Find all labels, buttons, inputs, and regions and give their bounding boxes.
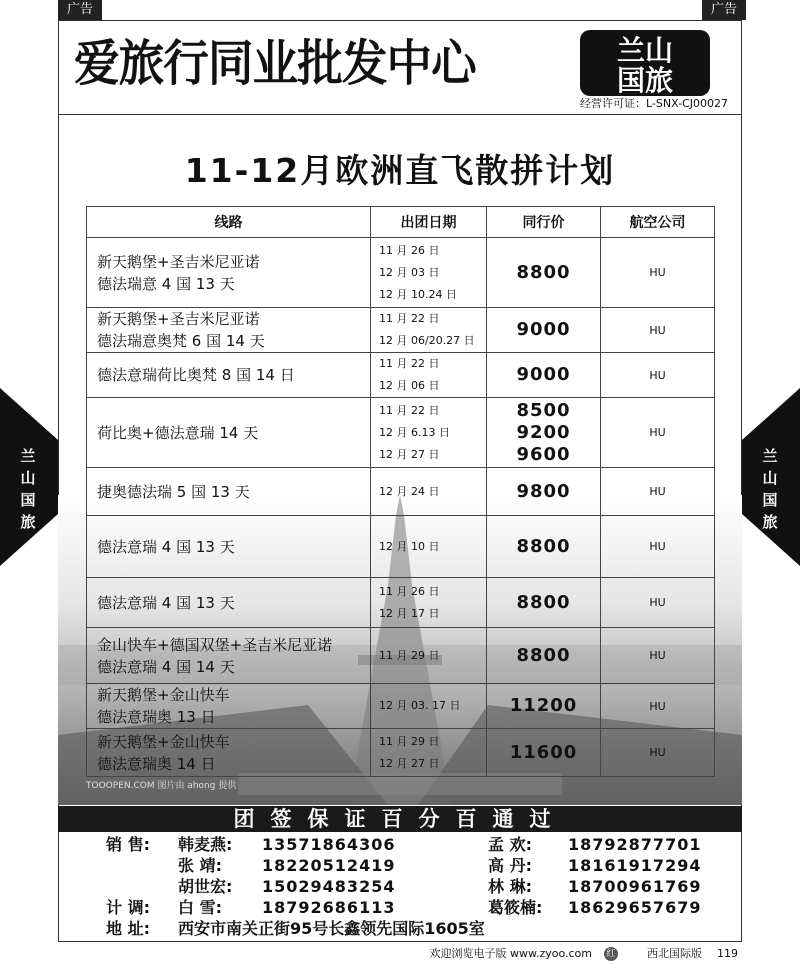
- contact-name: 胡世宏:: [178, 877, 233, 896]
- price-cell-line: 9000: [516, 319, 571, 340]
- table-row: [87, 308, 715, 353]
- route-cell: [87, 628, 371, 684]
- header: [58, 20, 742, 115]
- route-cell: [87, 353, 371, 398]
- contact-phone: 18220512419: [262, 856, 396, 875]
- price-cell-line: 11600: [509, 741, 578, 763]
- route-cell-line: 德法瑞意奥梵 6 国 14 天: [97, 332, 265, 350]
- date-cell-line: 12 月 10.24 日: [379, 287, 457, 301]
- date-cell-line: 11 月 26 日: [379, 243, 440, 257]
- route-cell-line: 新天鹅堡+圣吉米尼亚诺: [97, 252, 260, 271]
- route-cell-line: 新天鹅堡+金山快车: [97, 732, 230, 751]
- route-cell-line: 荷比奥+德法意瑞 14 天: [97, 423, 259, 442]
- price-cell: [487, 516, 601, 578]
- brand-logo: [578, 28, 712, 98]
- date-cell: [371, 578, 487, 628]
- date-cell-line: 11 月 29 日: [379, 734, 440, 748]
- visa-guarantee-banner: 团签保证百分百通过: [58, 806, 742, 832]
- price-cell-line: 9200: [516, 421, 571, 443]
- date-cell-line: 12 月 03 日: [379, 265, 440, 279]
- contact-name: 葛筱楠:: [488, 898, 543, 917]
- price-cell-line: 8800: [516, 535, 571, 557]
- date-cell-line: 12 月 03. 17 日: [379, 699, 461, 712]
- side-text-left: 兰山国旅: [20, 447, 36, 531]
- contacts: [58, 834, 742, 942]
- contact-phone: 13571864306: [262, 835, 396, 854]
- price-cell: [487, 308, 601, 353]
- contact-phone: 18792686113: [262, 898, 396, 917]
- route-cell-line: 德法意瑞 4 国 14 天: [97, 657, 235, 676]
- route-cell: [87, 468, 371, 516]
- date-cell-line: 11 月 26 日: [379, 584, 440, 598]
- date-cell-line: 12 月 27 日: [379, 756, 440, 770]
- route-cell: [87, 684, 371, 729]
- route-cell: [87, 308, 371, 353]
- route-cell: [87, 398, 371, 468]
- header-airline: 航空公司: [601, 207, 715, 238]
- contact-phone: 15029483254: [262, 877, 396, 896]
- date-cell-line: 11 月 22 日: [379, 403, 440, 417]
- price-cell-line: 9800: [516, 480, 571, 502]
- header-date: 出团日期: [371, 207, 487, 238]
- header-price: 同行价: [487, 207, 601, 238]
- airline-cell: HU: [601, 353, 715, 398]
- table-row: [87, 684, 715, 729]
- date-cell: [371, 308, 487, 353]
- price-cell-line: 8800: [516, 644, 571, 666]
- price-cell: [487, 398, 601, 468]
- side-text-right: 兰山国旅: [762, 447, 778, 531]
- route-cell: [87, 238, 371, 308]
- price-cell-line: 8800: [516, 261, 571, 283]
- date-cell-line: 12 月 27 日: [379, 447, 440, 461]
- photo-watermark: TOOOPEN.COM 图片由 ahong 提供: [86, 781, 237, 791]
- airline-cell: HU: [601, 398, 715, 468]
- page-title: 11-12月欧洲直飞散拼计划: [184, 151, 616, 190]
- route-cell-line: 德法意瑞奥 14 日: [97, 754, 216, 773]
- date-cell-line: 12 月 10 日: [379, 539, 440, 553]
- contact-name: 孟 欢:: [488, 835, 532, 854]
- price-cell-line: 9000: [516, 364, 571, 385]
- dispatch-label: 计 调:: [106, 898, 150, 917]
- address-text: 西安市南关正街95号长鑫领先国际1605室: [178, 919, 485, 938]
- route-cell-line: 金山快车+德国双堡+圣吉米尼亚诺: [97, 635, 333, 654]
- price-cell: [487, 628, 601, 684]
- date-cell-line: 12 月 24 日: [379, 484, 440, 498]
- date-cell-line: 12 月 17 日: [379, 606, 440, 620]
- sales-label: 销 售:: [106, 835, 150, 854]
- license-number: 经营许可证：L-SNX-CJ00027: [580, 97, 728, 110]
- brand-title: 爱旅行同业批发中心: [74, 35, 476, 92]
- header-route: 线路: [87, 207, 371, 238]
- contact-name: 韩麦燕:: [178, 835, 233, 854]
- date-cell-line: 11 月 29 日: [379, 648, 440, 662]
- contact-phone: 18161917294: [568, 856, 702, 875]
- airline-cell: HU: [601, 578, 715, 628]
- footer-text: 欢迎浏览电子版 www.zyoo.com: [429, 947, 592, 960]
- table-row: [87, 398, 715, 468]
- route-cell-line: 新天鹅堡+金山快车: [97, 686, 230, 704]
- price-cell: [487, 238, 601, 308]
- price-cell: [487, 353, 601, 398]
- contact-name: 高 丹:: [488, 856, 532, 875]
- route-cell-line: 德法意瑞 4 国 13 天: [97, 593, 235, 612]
- airline-cell: HU: [601, 468, 715, 516]
- contact-name: 林 琳:: [488, 877, 532, 896]
- airline-cell: HU: [601, 628, 715, 684]
- table-row: [87, 578, 715, 628]
- tour-plan-table: [86, 206, 715, 777]
- price-cell: [487, 684, 601, 729]
- price-cell-line: 11200: [509, 695, 578, 716]
- date-cell: [371, 684, 487, 729]
- date-cell-line: 12 月 6.13 日: [379, 425, 450, 439]
- price-cell: [487, 729, 601, 777]
- contact-name: 白 雪:: [178, 898, 222, 917]
- table-header-row: [87, 207, 715, 238]
- footer-badge: 红: [604, 947, 618, 961]
- price-cell: [487, 578, 601, 628]
- table-row: [87, 729, 715, 777]
- table-body: [87, 238, 715, 777]
- date-cell: [371, 238, 487, 308]
- table-row: [87, 628, 715, 684]
- ad-label-left: 广告: [58, 0, 102, 20]
- date-cell-line: 12 月 06/20.27 日: [379, 334, 475, 347]
- logo-bottom-text: 国旅: [616, 64, 674, 97]
- date-cell: [371, 398, 487, 468]
- airline-cell: HU: [601, 729, 715, 777]
- price-cell-line: 9600: [516, 443, 571, 465]
- price-cell: [487, 468, 601, 516]
- footer-edition: 西北国际版: [647, 947, 702, 960]
- table-row: [87, 353, 715, 398]
- date-cell: [371, 628, 487, 684]
- route-cell-line: 德法意瑞荷比奥梵 8 国 14 日: [97, 366, 295, 384]
- date-cell-line: 11 月 22 日: [379, 357, 440, 370]
- logo-top-text: 兰山: [616, 34, 674, 67]
- date-cell: [371, 468, 487, 516]
- ad-label-right: 广告: [702, 0, 746, 20]
- airline-cell: HU: [601, 238, 715, 308]
- price-cell-line: 8800: [516, 591, 571, 613]
- address-label: 地 址:: [106, 919, 150, 938]
- route-cell-line: 德法意瑞奥 13 日: [97, 708, 216, 726]
- route-cell-line: 新天鹅堡+圣吉米尼亚诺: [97, 310, 260, 328]
- table-row: [87, 468, 715, 516]
- date-cell: [371, 353, 487, 398]
- date-cell-line: 12 月 06 日: [379, 379, 440, 392]
- route-cell-line: 德法瑞意 4 国 13 天: [97, 274, 235, 293]
- route-cell-line: 德法意瑞 4 国 13 天: [97, 537, 235, 556]
- price-cell-line: 8500: [516, 399, 571, 421]
- contact-phone: 18629657679: [568, 898, 702, 917]
- airline-cell: HU: [601, 684, 715, 729]
- route-cell: [87, 516, 371, 578]
- airline-cell: HU: [601, 516, 715, 578]
- date-cell-line: 11 月 22 日: [379, 312, 440, 325]
- contact-phone: 18700961769: [568, 877, 702, 896]
- page-number: 119: [717, 947, 738, 960]
- airline-cell: HU: [601, 308, 715, 353]
- date-cell: [371, 729, 487, 777]
- table-row: [87, 516, 715, 578]
- date-cell: [371, 516, 487, 578]
- contact-name: 张 靖:: [178, 856, 222, 875]
- table-row: [87, 238, 715, 308]
- contact-phone: 18792877701: [568, 835, 702, 854]
- footer: [0, 944, 742, 964]
- route-cell-line: 捷奥德法瑞 5 国 13 天: [97, 482, 250, 501]
- route-cell: [87, 729, 371, 777]
- route-cell: [87, 578, 371, 628]
